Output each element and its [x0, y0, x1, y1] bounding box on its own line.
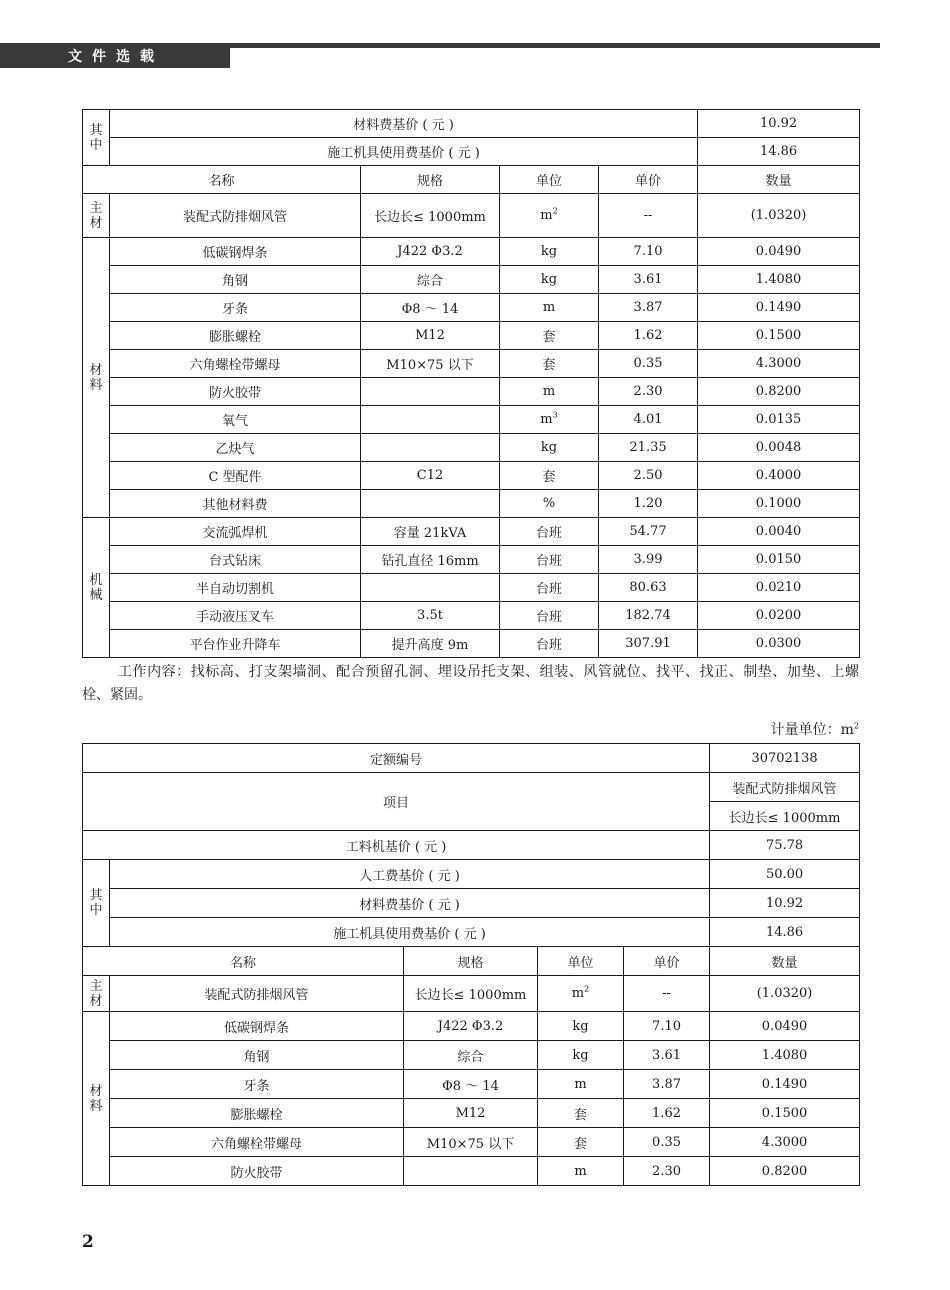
group-label: 材 料	[83, 1012, 110, 1186]
table-row: 牙条 Φ8 ～ 14 m 3.87 0.1490	[83, 294, 860, 322]
group-label: 材 料	[83, 238, 110, 518]
table-row: 手动液压叉车 3.5t 台班 182.74 0.0200	[83, 602, 860, 630]
unit-note: 计量单位：$m^2$	[770, 721, 859, 738]
summary-row: 材料费基价 ( 元 ) 10.92	[83, 889, 860, 918]
item-row: 项目 装配式防排烟风管	[83, 773, 860, 802]
table-row: 乙炔气 kg 21.35 0.0048	[83, 434, 860, 462]
section-tag: 文件选载	[0, 46, 230, 68]
table-row: 牙条 Φ8 ～ 14 m 3.87 0.1490	[83, 1070, 860, 1099]
group-label: 机 械	[83, 518, 110, 658]
table-row: C 型配件 C12 套 2.50 0.4000	[83, 462, 860, 490]
table-row: 材 料 低碳钢焊条 J422 Φ3.2 kg 7.10 0.0490	[83, 1012, 860, 1041]
group-label: 主 材	[83, 976, 110, 1012]
item-row: 长边长≤ 1000mm	[83, 802, 860, 831]
table-row: 台式钻床 钻孔直径 16mm 台班 3.99 0.0150	[83, 546, 860, 574]
table-row: 角钢 综合 kg 3.61 1.4080	[83, 266, 860, 294]
summary-row: 其 中 人工费基价 ( 元 ) 50.00	[83, 860, 860, 889]
table-row: 氧气 $m^3$ 4.01 0.0135	[83, 406, 860, 434]
table-row: 其他材料费 % 1.20 0.1000	[83, 490, 860, 518]
table-row: 平台作业升降车 提升高度 9m 台班 307.91 0.0300	[83, 630, 860, 658]
work-content: 工作内容：找标高、打支架墙洞、配合预留孔洞、埋设吊托支架、组装、风管就位、找平、找正、制垫、加垫、上螺栓、紧固。	[82, 664, 859, 703]
page-number: 2	[82, 1232, 94, 1252]
table-row: 防火胶带 m 2.30 0.8200	[83, 1157, 860, 1186]
group-label: 其 中	[83, 860, 110, 947]
group-label: 主 材	[83, 194, 110, 238]
quota-number-row: 定额编号 30702138	[83, 744, 860, 773]
main-material-row: 主 材 装配式防排烟风管 长边长≤ 1000mm $m^2$ -- (1.0320)	[83, 194, 860, 238]
table-row: 六角螺栓带螺母 M10×75 以下 套 0.35 4.3000	[83, 1128, 860, 1157]
table-row: 半自动切割机 台班 80.63 0.0210	[83, 574, 860, 602]
table-row: 角钢 综合 kg 3.61 1.4080	[83, 1041, 860, 1070]
summary-row: 施工机具使用费基价 ( 元 ) 14.86	[83, 918, 860, 947]
total-row: 工料机基价 ( 元 ) 75.78	[83, 831, 860, 860]
column-header-row: 名称 规格 单位 单价 数量	[83, 166, 860, 194]
table-row: 膨胀螺栓 M12 套 1.62 0.1500	[83, 322, 860, 350]
summary-row: 其 中 材料费基价 ( 元 ) 10.92	[83, 110, 860, 138]
table-row: 六角螺栓带螺母 M10×75 以下 套 0.35 4.3000	[83, 350, 860, 378]
group-label: 其 中	[83, 110, 110, 166]
table-row: 膨胀螺栓 M12 套 1.62 0.1500	[83, 1099, 860, 1128]
table-row: 防火胶带 m 2.30 0.8200	[83, 378, 860, 406]
quota-table-1	[82, 109, 860, 658]
table-row: 机 械 交流弧焊机 容量 21kVA 台班 54.77 0.0040	[83, 518, 860, 546]
quota-table-2	[82, 743, 860, 1186]
summary-row: 施工机具使用费基价 ( 元 ) 14.86	[83, 138, 860, 166]
column-header-row: 名称 规格 单位 单价 数量	[83, 947, 860, 976]
main-material-row: 主 材 装配式防排烟风管 长边长≤ 1000mm $m^2$ -- (1.0320)	[83, 976, 860, 1012]
table-row: 材 料 低碳钢焊条 J422 Φ3.2 kg 7.10 0.0490	[83, 238, 860, 266]
